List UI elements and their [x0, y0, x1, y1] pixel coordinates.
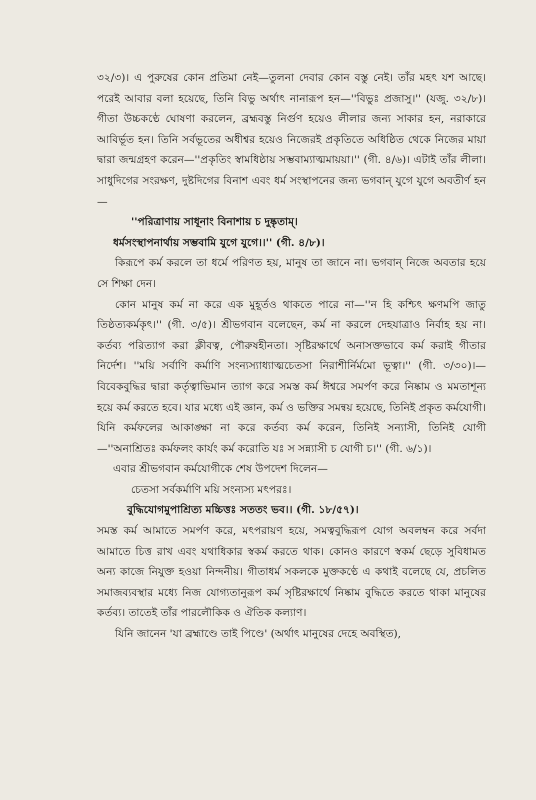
paragraph-dharma: কিরূপে কর্ম করলে তা ধর্মে পরিণত হয়, মানুষ তা জানে না। ভগবান্ নিজে অবতার হয়ে সে শিক্ষা দেন।: [97, 257, 486, 290]
paragraph-avatar: ৩২/৩)। এ পুরুষের কোন প্রতিমা নেই—তুলনা দেবার কোন বস্তু নেই। তাঁর মহৎ যশ আছে। পরেই আবার বলা হয়েছে, তিনি বিভু অর্থাৎ নানারূপ হন—''বিভুঃ প্রজাসু।'' (যজু. ৩২/৮)। গীতা উচ্চকণ্ঠে ঘোষণা করলেন, ব্রহ্মবস্তু নির্গুণ হয়েও লীলার জন্য সাকার হন, নরাকারে আবির্ভূত হন। তিনি সর্বভূতের অধীশ্বর হয়েও নিজেরই প্রকৃতিতে অধিষ্ঠিত থেকে নিজের মায়া দ্বারা জন্মগ্রহণ করেন—''প্রকৃতিং স্বামধিষ্ঠায় সম্ভবাম্যাত্মমায়য়া।'' (গী. ৪/৬)। এটাই তাঁর লীলা। সাধুদিগের সংরক্ষণ, দুষ্টদিগের বিনাশ এবং ধর্ম সংস্থাপনের জন্য ভগবান্ যুগে যুগে অবতীর্ণ হন—: [97, 72, 486, 208]
paragraph-gita-dharma: সমস্ত কর্ম আমাতে সমর্পণ করে, মৎপরায়ণ হয়ে, সমত্ববুদ্ধিরূপ যোগ অবলম্বন করে সর্বদা আমাতে চিত্ত রাখ এবং যথাধিকার স্বকর্ম করতে থাক। কোনও কারণে স্বকর্ম ছেড়ে সুবিধামত অন্য কাজে নিযুক্ত হওয়া নিন্দনীয়। গীতাধর্ম সকলকে মুক্তকণ্ঠে এ কথাই বলেছে যে, প্রচলিত সমাজব্যবস্থার মধ্যে নিজ যোগ্যতানুরূপ কর্ম সৃষ্টিরক্ষার্থে নিষ্কাম বুদ্ধিতে করতে থাকা মানুষের কর্তব্য। তাতেই তাঁর পারলৌকিক ও ঐতিক কল্যাণ।: [97, 525, 486, 620]
paragraph-karma: কোন মানুষ কর্ম না করে এক মুহূর্তও থাকতে পারে না—''ন হি কশ্চিৎ ক্ষণমপি জাতু তিষ্ঠত্যকর্মকৃৎ।'' (গী. ৩/৫)। শ্রীভগবান বলেছেন, কর্ম না করলে দেহযাত্রাও নির্বাহ হয় না। কর্তব্য পরিত্যাগ করা ক্লীবত্ব, পৌরুষহীনতা। সৃষ্টিরক্ষার্থে অনাসক্তভাবে কর্ম করাই গীতার নির্দেশ। ''ময়ি সর্বাণি কর্মাণি সংন্যস্যাধ্যাত্মচেতসা নিরাশীর্নির্মমো ভূত্বা।'' (গী. ৩/৩০)।—বিবেকবুদ্ধির দ্বারা কর্তৃত্বাভিমান ত্যাগ করে সমস্ত কর্ম ঈশ্বরে সমর্পণ করে নিষ্কাম ও মমতাশূন্য হয়ে কর্ম করতে হবে। যার মধ্যে এই জ্ঞান, কর্ম ও ভক্তির সমন্বয় হয়েছে, তিনিই প্রকৃত কর্মযোগী। যিনি কর্মফলের আকাঙ্ক্ষা না করে কর্তব্য কর্ম করেন, তিনিই সন্যাসী, তিনিই যোগী—''অনাশ্রিতঃ কর্মফলং কার্যং কর্ম করোতি যঃ স সন্ন্যাসী চ যোগী চ।'' (গী. ৬/১)।: [97, 298, 486, 455]
paragraph-instruction: এবার শ্রীভগবান কর্মযোগীকে শেষ উপদেশ দিলেন—: [113, 463, 328, 476]
verse-line: ''পরিত্রাণায় সাধূনাং বিনাশায় চ দুষ্কৃতাম্।: [131, 216, 298, 229]
verse-line: ধর্মসংস্থাপনার্থায় সম্ভবামি যুগে যুগে।।'' (গী. ৪/৮)।: [113, 236, 325, 249]
verse-line: বুদ্ধিযোগমুপাশ্রিত্য মচ্চিত্তঃ সততং ভব।। (গী. ১৮/৫৭)।: [127, 504, 359, 517]
verse-line: চেতসা সর্বকর্মাণি ময়ি সংন্যস্য মৎপরঃ।: [131, 483, 292, 496]
paragraph-continues: যিনি জানেন 'যা ব্রহ্মাণ্ডে তাই পিণ্ডে' (অর্থাৎ মানুষের দেহে অবস্থিত),: [115, 628, 402, 641]
